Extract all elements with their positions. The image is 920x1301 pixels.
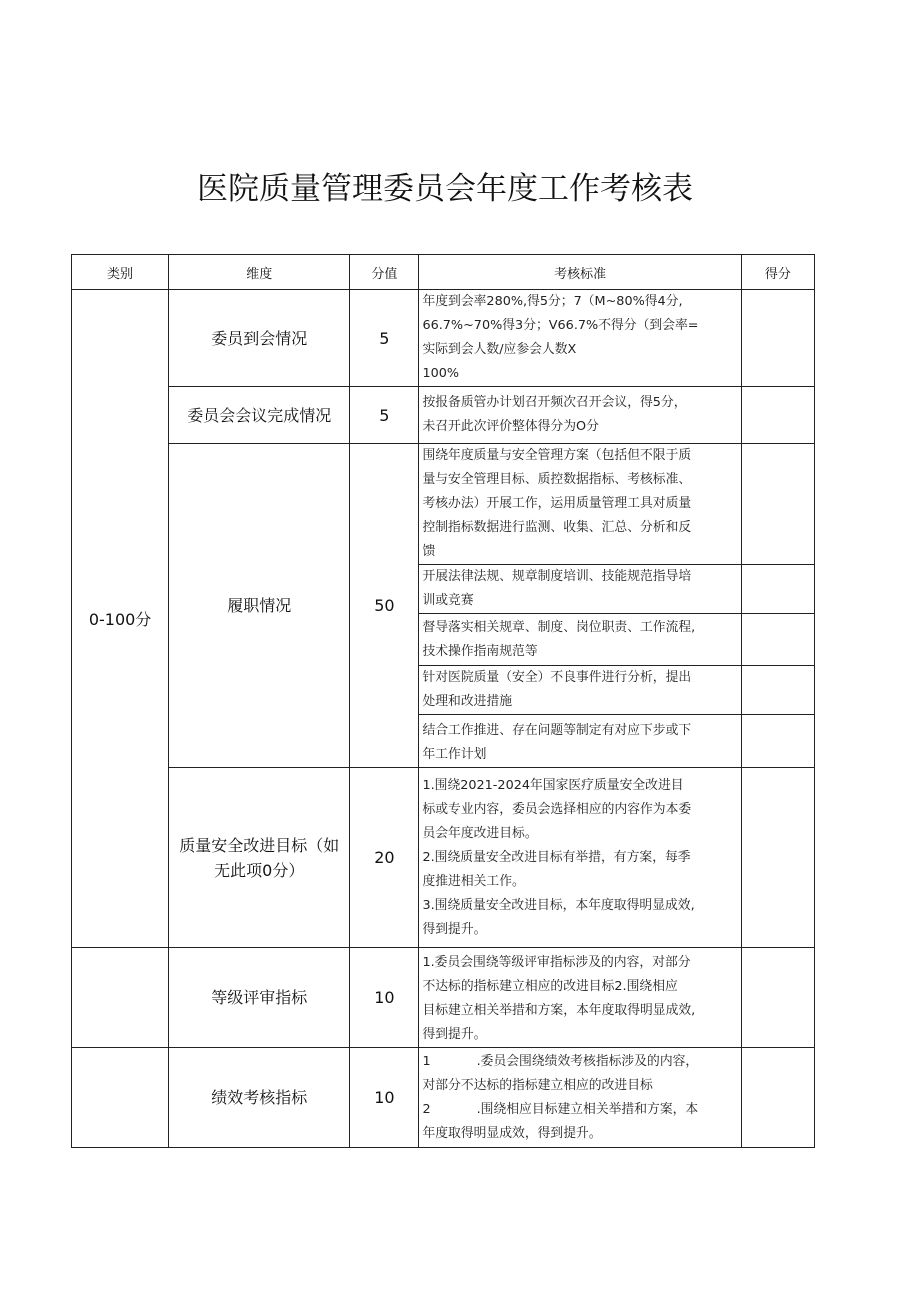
category-cell-empty [72,948,169,1048]
table-row [72,948,815,1048]
criteria-line: 100% [422,366,460,381]
criteria-cell [419,290,741,387]
dimension-cell: 履职情况 [169,444,350,768]
criteria-line: 技术操作指南规范等 [422,644,538,659]
criteria-line: 3.围绕质量安全改进目标，本年度取得明显成效, [422,898,695,913]
criteria-line: 围绕年度质量与安全管理方案（包括但不限于质 [422,448,692,463]
table-row [72,444,815,565]
criteria-line [422,1098,740,1122]
criteria-cell [419,768,741,948]
criteria-cell [419,1048,741,1148]
criteria-line: 度推进相关工作。 [422,874,525,889]
criteria-line: 开展法律法规、规章制度培训、技能规范指导培 [422,569,692,584]
score-cell: 10 [350,1048,419,1148]
dimension-cell: 等级评审指标 [169,948,350,1048]
criteria-line: 结合工作推进、存在问题等制定有对应下步或下 [422,723,692,738]
criteria-cell [419,387,741,444]
criteria-line: 得到提升。 [422,1027,487,1042]
earned-score-cell [741,768,814,948]
criteria-line: 得到提升。 [422,922,487,937]
criteria-cell [419,666,741,715]
criteria-line: 训或竞赛 [422,593,474,608]
category-cell-empty [72,1048,169,1148]
criteria-text: .围绕相应目标建立相关举措和方案，本 [476,1102,699,1117]
criteria-line: 对部分不达标的指标建立相应的改进目标 [422,1078,653,1093]
dimension-cell: 委员到会情况 [169,290,350,387]
criteria-line: 督导落实相关规章、制度、岗位职责、工作流程, [422,620,696,635]
criteria-line: 年度取得明显成效，得到提升。 [422,1126,602,1141]
dimension-cell: 委员会会议完成情况 [169,387,350,444]
criteria-line: 按报备质管办计划召开频次召开会议，得5分， [422,395,687,410]
criteria-line: 年工作计划 [422,747,487,762]
earned-score-cell [741,387,814,444]
header-criteria: 考核标准 [419,255,741,290]
table-row [72,387,815,444]
earned-score-cell [741,614,814,666]
criteria-cell [419,565,741,614]
criteria-cell [419,444,741,565]
criteria-line: 馈 [422,544,436,559]
table-row [72,768,815,948]
criteria-cell [419,948,741,1048]
dimension-cell: 绩效考核指标 [169,1048,350,1148]
header-dimension: 维度 [169,255,350,290]
score-cell: 10 [350,948,419,1048]
criteria-number: 2 [422,1102,431,1117]
criteria-line: 针对医院质量（安全）不良事件进行分析，提出 [422,670,692,685]
category-cell: 0-100分 [72,290,169,948]
criteria-line: 目标建立相关举措和方案，本年度取得明显成效, [422,1003,696,1018]
score-cell: 5 [350,290,419,387]
header-category: 类别 [72,255,169,290]
table-row [72,1048,815,1148]
score-cell: 5 [350,387,419,444]
criteria-line: 考核办法）开展工作，运用质量管理工具对质量 [422,496,692,511]
criteria-line: 2.围绕质量安全改进目标有举措，有方案，每季 [422,850,691,865]
criteria-line: 量与安全管理目标、质控数据指标、考核标准、 [422,472,692,487]
earned-score-cell [741,565,814,614]
criteria-line: 66.7%~70%得3分；V66.7%不得分（到会率= [422,318,699,333]
page-title: 医院质量管理委员会年度工作考核表 [197,171,693,207]
earned-score-cell [741,1048,814,1148]
criteria-line: 不达标的指标建立相应的改进目标2.围绕相应 [422,979,678,994]
dimension-cell: 质量安全改进目标（如无此项0分） [169,768,350,948]
table-header-row [72,255,815,290]
criteria-line: 实际到会人数/应参会人数X [422,342,577,357]
criteria-cell [419,715,741,768]
earned-score-cell [741,444,814,565]
criteria-line: 年度到会率280%,得5分；7（M~80%得4分, [422,294,683,309]
earned-score-cell [741,290,814,387]
criteria-text: .委员会围绕绩效考核指标涉及的内容， [476,1054,699,1069]
criteria-cell [419,614,741,666]
assessment-table [71,254,815,1148]
criteria-line: 控制指标数据进行监测、收集、汇总、分析和反 [422,520,692,535]
header-score-value: 分值 [350,255,419,290]
criteria-line: 1.围绕2021-2024年国家医疗质量安全改进目 [422,778,684,793]
earned-score-cell [741,715,814,768]
criteria-line: 1.委员会围绕等级评审指标涉及的内容，对部分 [422,955,691,970]
criteria-line: 标或专业内容，委员会选择相应的内容作为本委 [422,802,692,817]
criteria-line: 未召开此次评价整体得分为O分 [422,419,599,434]
criteria-number: 1 [422,1054,431,1069]
score-cell: 20 [350,768,419,948]
criteria-line: 员会年度改进目标。 [422,826,538,841]
criteria-line [422,1050,740,1074]
earned-score-cell [741,666,814,715]
header-earned-score: 得分 [741,255,814,290]
score-cell: 50 [350,444,419,768]
criteria-line: 处理和改进措施 [422,694,513,709]
table-row [72,290,815,387]
earned-score-cell [741,948,814,1048]
